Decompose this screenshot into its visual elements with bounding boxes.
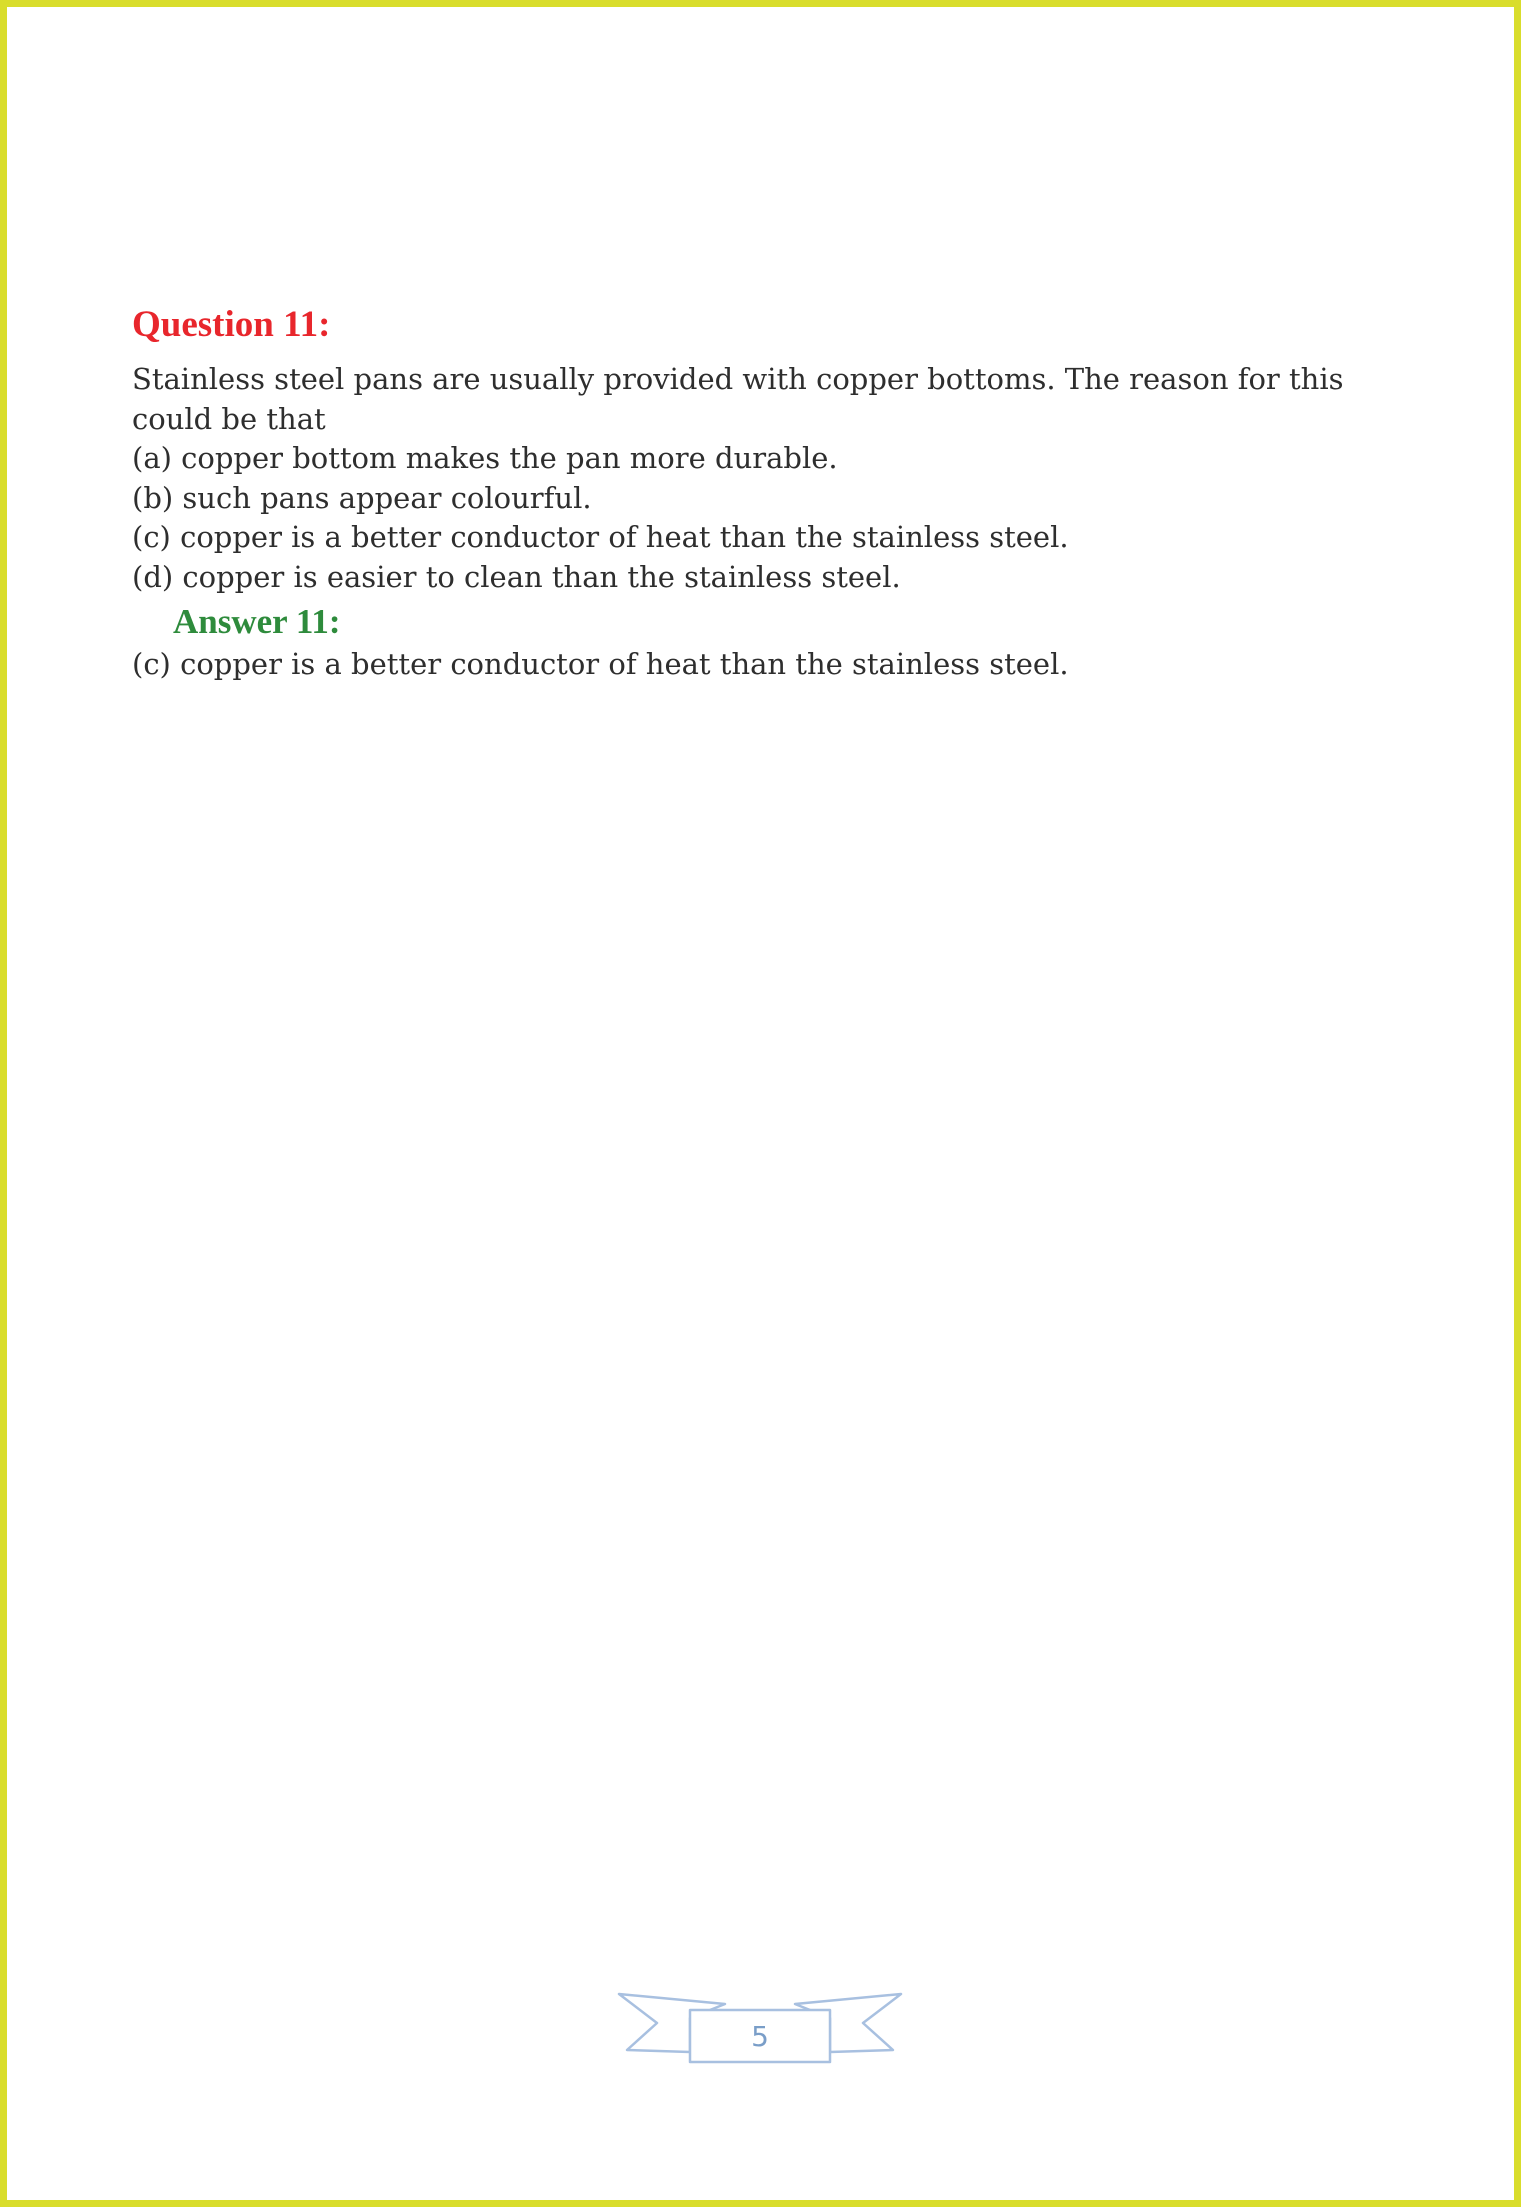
page-number-ribbon	[615, 1990, 905, 2070]
option-b: (b) such pans appear colourful.	[132, 480, 592, 515]
answer-heading: Answer 11:	[173, 602, 341, 641]
page-number: 5	[751, 2020, 769, 2053]
option-d: (d) copper is easier to clean than the stainless steel.	[132, 559, 901, 594]
page-content	[132, 300, 1422, 685]
option-c: (c) copper is a better conductor of heat than the stainless steel.	[132, 520, 1069, 554]
answer-text: (c) copper is a better conductor of heat than the stainless steel.	[132, 647, 1069, 681]
question-heading: Question 11:	[132, 304, 331, 345]
option-a: (a) copper bottom makes the pan more durable.	[132, 441, 838, 475]
question-stem: Stainless steel pans are usually provided with copper bottoms. The reason for this could be that	[132, 362, 1344, 436]
